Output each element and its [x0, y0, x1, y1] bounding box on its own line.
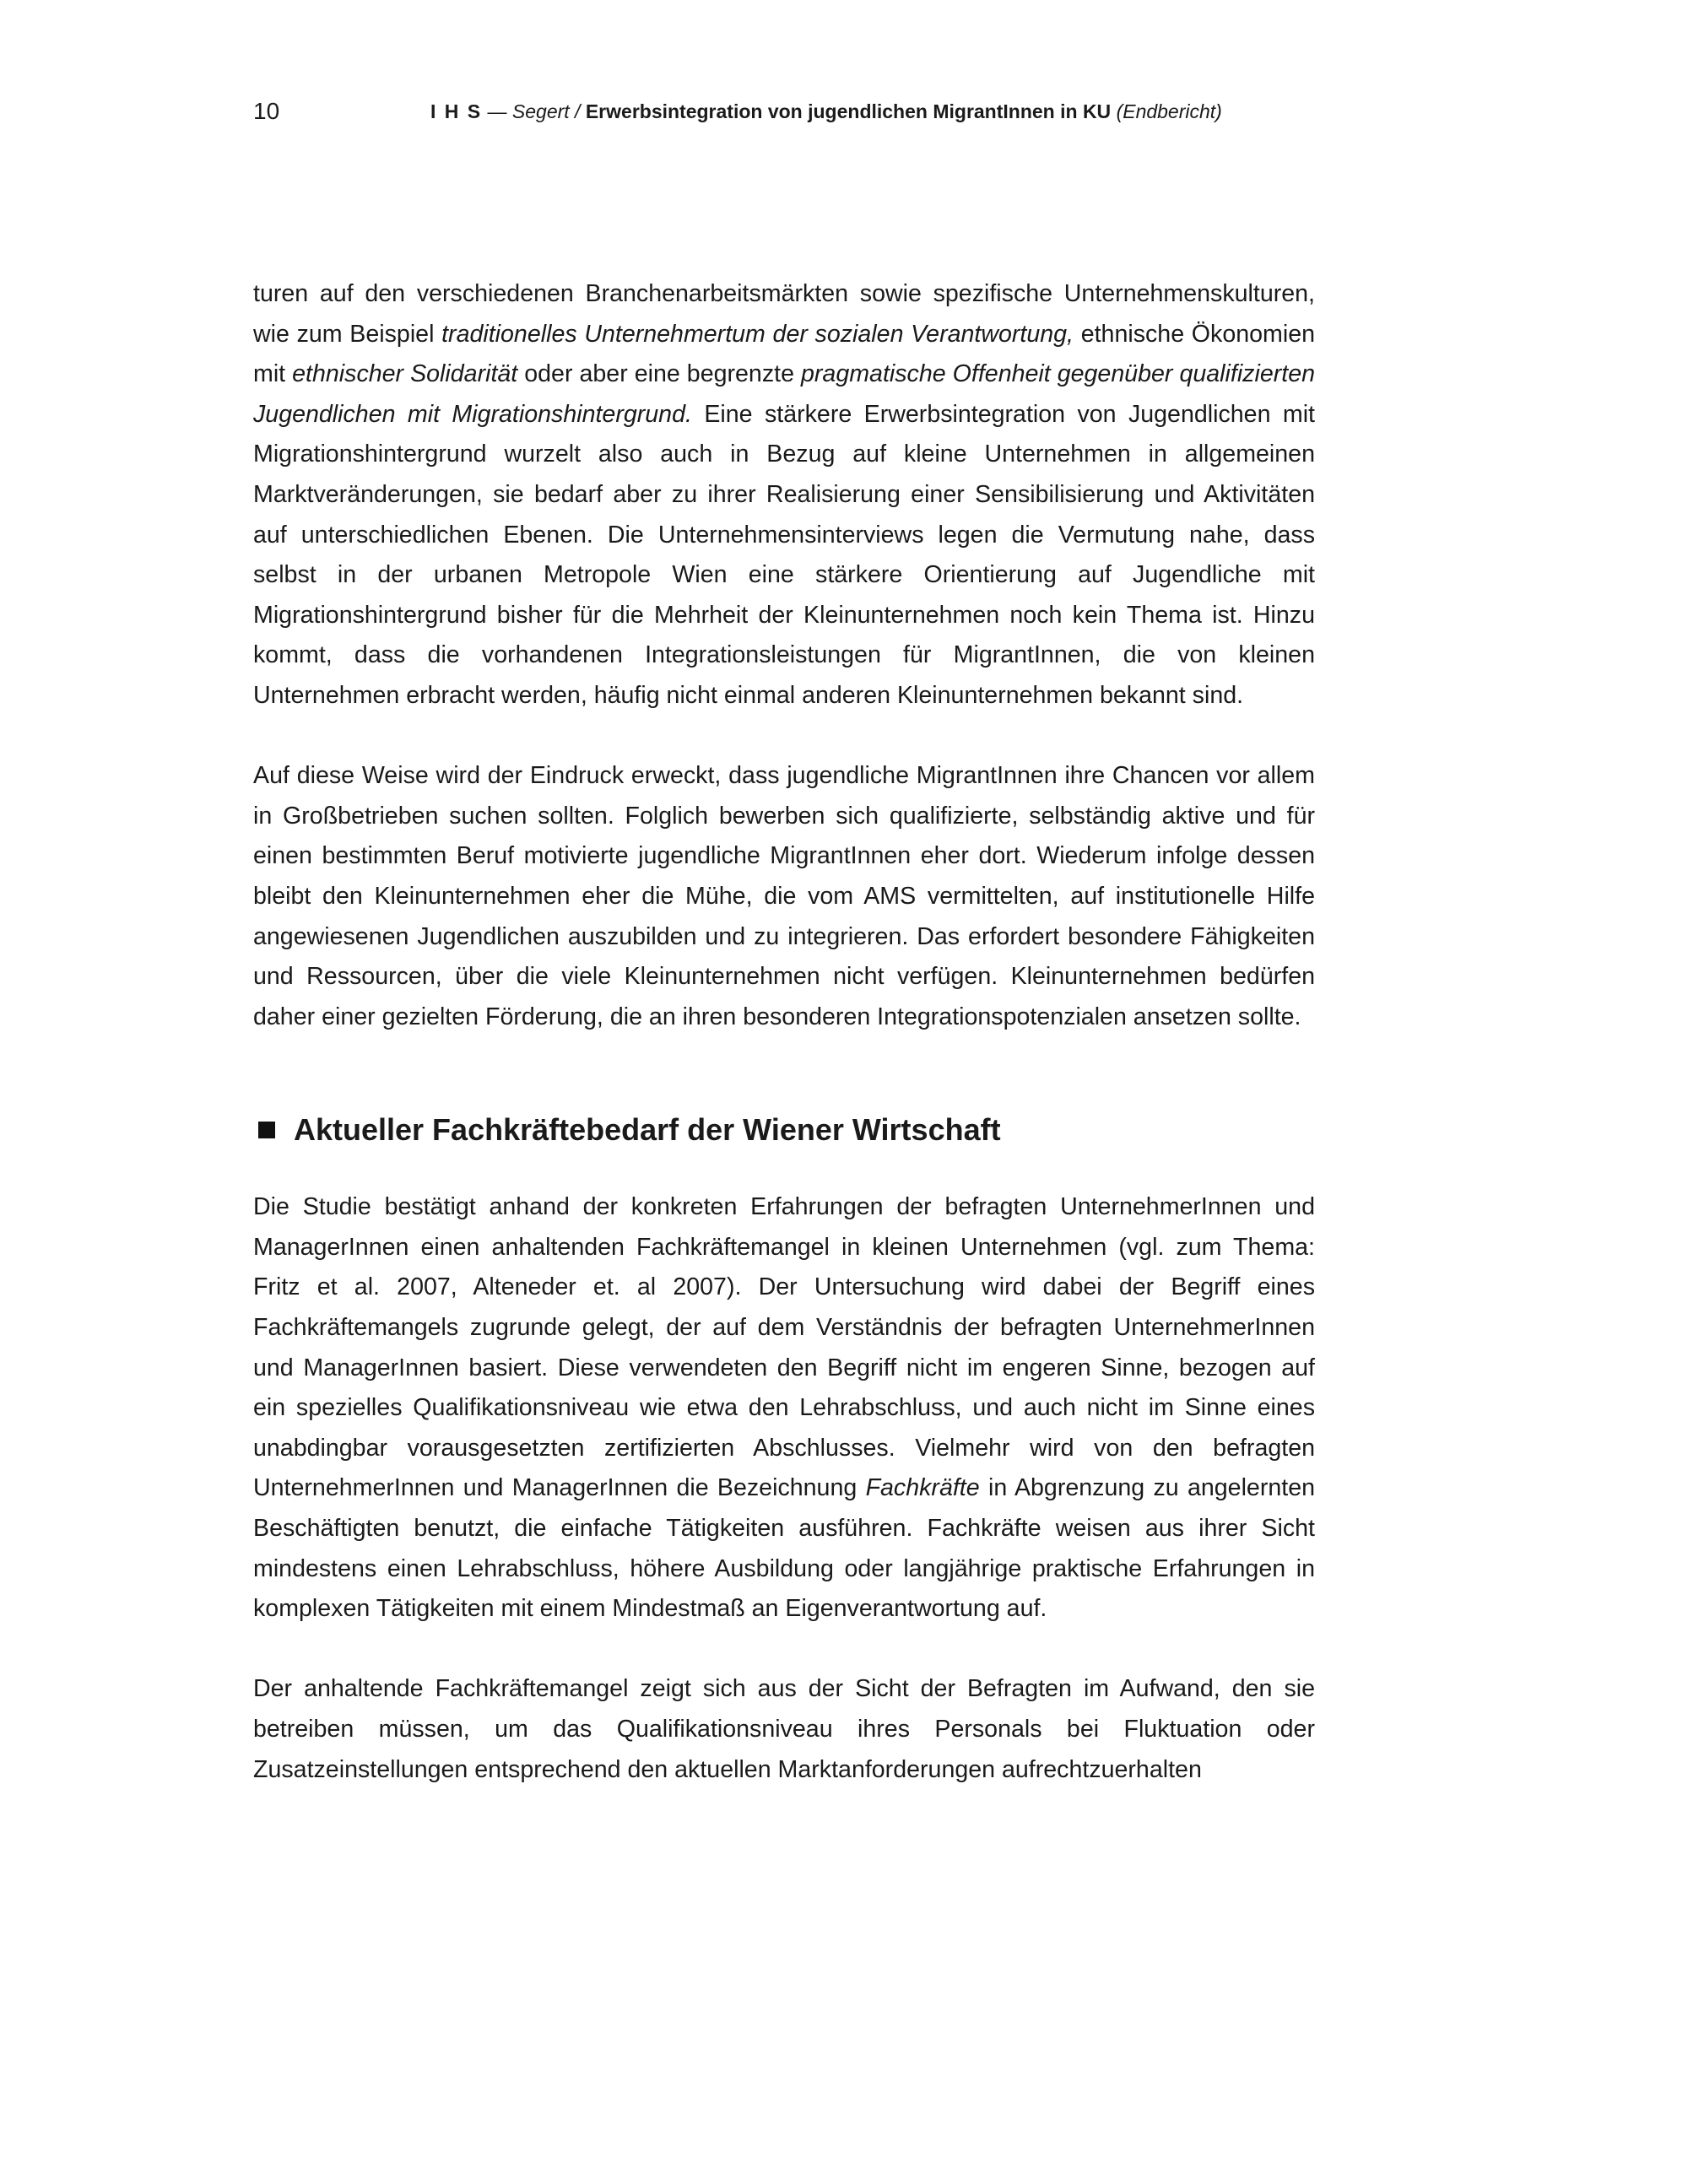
header-author: Segert / — [511, 100, 581, 122]
paragraph-2: Auf diese Weise wird der Eindruck erweckt, dass jugendliche MigrantInnen ihre Chancen vor allem in Großbetrieben suchen sollten. Folglich bewerben sich qualifizierte, selbständig aktive und für einen bestimmten Beruf motivierte jugendliche MigrantInnen eher dort. Wiederum infolge dessen bleibt den Kleinunternehmen eher die Mühe, die vom AMS vermittelten, auf institutionelle Hilfe angewiesenen Jugendlichen auszubilden und zu integrieren. Das erfordert besondere Fähigkeiten und Ressourcen, über die viele Kleinunternehmen nicht verfügen. Kleinunternehmen bedürfen daher einer gezielten Förderung, die an ihren besonderen Integrationspotenzialen ansetzen sollte. — [253, 762, 1315, 1030]
page-number: 10 — [253, 98, 280, 124]
header-dash: — — [482, 100, 512, 122]
institute-label: I H S — [430, 100, 483, 122]
paragraph-3-text-b: in Abgrenzung zu angelernten Beschäftigten benutzt, die einfache Tätigkeiten ausführen. Fachkräfte weisen aus ihrer Sicht mindestens einen Lehrabschluss, höhere Ausbildung oder langjährige praktische Erfahrungen in komplexen Tätigkeiten mit einem Mindestmaß an Eigenverantwortung auf. — [253, 1474, 1315, 1623]
paragraph-1-text-b: ethnische Ökonomien mit — [253, 320, 1316, 388]
running-title — [430, 95, 1222, 128]
paragraph-1 — [253, 274, 1315, 716]
paragraph-1-text-c: oder aber eine begrenzte — [517, 360, 801, 388]
paragraph-1-emphasis-a: traditionelles Unternehmertum der sozialen Verantwortung, — [441, 320, 1074, 348]
paragraph-1-emphasis-b: ethnischer Solidarität — [292, 360, 518, 388]
square-bullet-icon — [258, 1122, 275, 1138]
paragraph-4: Der anhaltende Fachkräftemangel zeigt sich aus der Sicht der Befragten im Aufwand, den sie betreiben müssen, um das Qualifikationsniveau ihres Personals bei Fluktuation oder Zusatzeinstellungen entsprechend den aktuellen Marktanforderungen aufrechtzuerhalten — [253, 1675, 1315, 1783]
document-body — [253, 274, 1315, 1830]
paragraph-1-text-a: turen auf den verschiedenen Branchenarbeitsmärkten sowie spezifische Unternehmenskulturen, wie zum Beispiel — [253, 280, 1315, 348]
paragraph-1-emphasis-c: pragmatische Offenheit gegenüber qualifizierten Jugendlichen mit Migrationshintergrund. — [253, 360, 1315, 428]
paragraph-3 — [253, 1187, 1315, 1630]
paragraph-3-text-a: Die Studie bestätigt anhand der konkreten Erfahrungen der befragten UnternehmerInnen und ManagerInnen einen anhaltenden Fachkräftemangel in kleinen Unternehmen (vgl. zum Thema: Fritz et al. 2007, Alteneder et. al 2007). Der Untersuchung wird dabei der Begriff eines Fachkräftemangels zugrunde gelegt, der auf dem Verständnis der befragten UnternehmerInnen und ManagerInnen basiert. Diese verwendeten den Begriff nicht im engeren Sinne, bezogen auf ein spezielles Qualifikationsniveau wie etwa den Lehrabschluss, und auch nicht im Sinne eines unabdingbar vorausgesetzten zertifizierten Abschlusses. Vielmehr wird von den befragten UnternehmerInnen und ManagerInnen die Bezeichnung — [253, 1193, 1315, 1502]
paragraph-1-text-d: Eine stärkere Erwerbsintegration von Jugendlichen mit Migrationshintergrund wurzelt also auch in Bezug auf kleine Unternehmen in allgemeinen Marktveränderungen, sie bedarf aber zu ihrer Realisierung einer Sensibilisierung und Aktivitäten auf unterschiedlichen Ebenen. Die Unternehmensinterviews legen die Vermutung nahe, dass selbst in der urbanen Metropole Wien eine stärkere Orientierung auf Jugendliche mit Migrationshintergrund bisher für die Mehrheit der Kleinunternehmen noch kein Thema ist. Hinzu kommt, dass die vorhandenen Integrationsleistungen für MigrantInnen, die von kleinen Unternehmen erbracht werden, häufig nicht einmal anderen Kleinunternehmen bekannt sind. — [253, 400, 1315, 709]
header-report-type: (Endbericht) — [1116, 100, 1222, 122]
paragraph-3-emphasis: Fachkräfte — [865, 1474, 980, 1502]
section-heading-text: Aktueller Fachkräftebedarf der Wiener Wirtschaft — [294, 1112, 1001, 1148]
section-heading — [253, 1110, 1315, 1150]
page-header — [253, 95, 1317, 128]
header-title: Erwerbsintegration von jugendlichen MigrantInnen in KU — [580, 100, 1117, 122]
